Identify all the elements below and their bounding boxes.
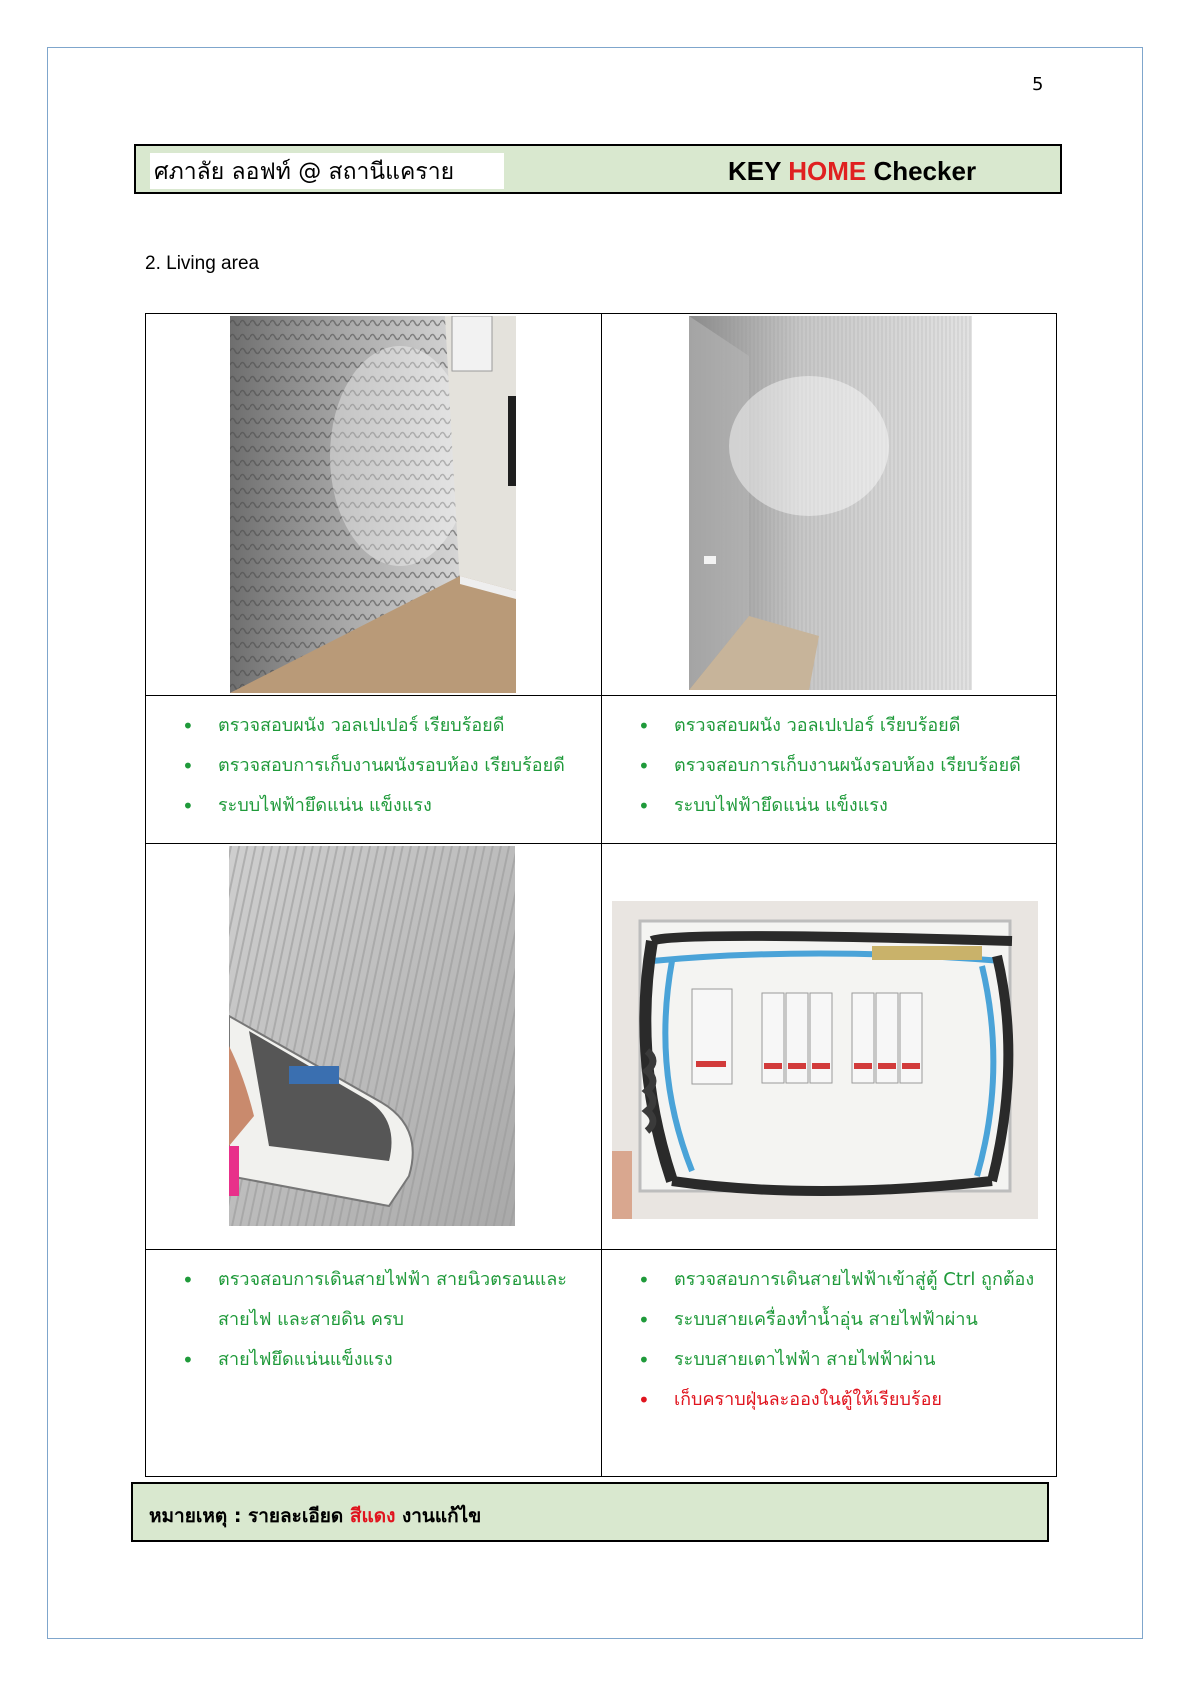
checklist-top-left xyxy=(146,696,602,844)
report-header xyxy=(134,144,1062,194)
check-item: • สายไฟยึดแน่นแข็งแรง xyxy=(182,1340,601,1380)
note-suffix: งานแก้ไข xyxy=(395,1505,482,1527)
note-text xyxy=(149,1501,481,1531)
check-item: • ตรวจสอบการเก็บงานผนังรอบห้อง เรียบร้อยดี xyxy=(182,746,601,786)
brand-home: HOME xyxy=(788,156,867,186)
checklist-top-right xyxy=(602,696,1057,844)
project-name: ศภาลัย ลอฟท์ @ สถานีแคราย xyxy=(150,153,504,189)
check-item: • ตรวจสอบผนัง วอลเปเปอร์ เรียบร้อยดี xyxy=(182,706,601,746)
wallpaper-room-photo-1 xyxy=(230,316,516,693)
check-item: • ระบบไฟฟ้ายึดแน่น แข็งแรง xyxy=(638,786,1056,826)
check-item: • ระบบสายเตาไฟฟ้า สายไฟฟ้าผ่าน xyxy=(638,1340,1056,1380)
check-item: • ตรวจสอบผนัง วอลเปเปอร์ เรียบร้อยดี xyxy=(638,706,1056,746)
page-number: 5 xyxy=(1032,74,1044,95)
photo-cell-wallpaper-2 xyxy=(602,314,1057,696)
section-title: 2. Living area xyxy=(145,253,260,274)
check-item: • ตรวจสอบการเดินสายไฟฟ้า สายนิวตรอนและ สายไฟ และสายดิน ครบ xyxy=(182,1260,601,1340)
brand-title xyxy=(728,154,976,188)
photo-cell-outlet xyxy=(146,844,602,1250)
check-item: • ตรวจสอบการเดินสายไฟฟ้าเข้าสู่ตู้ Ctrl ถูกต้อง xyxy=(638,1260,1056,1300)
inspection-table xyxy=(145,313,1057,1477)
brand-key: KEY xyxy=(728,156,789,186)
photo-cell-wallpaper-1 xyxy=(146,314,602,696)
check-item: • ตรวจสอบการเก็บงานผนังรอบห้อง เรียบร้อยดี xyxy=(638,746,1056,786)
outlet-wiring-photo xyxy=(229,846,515,1226)
note-prefix: หมายเหตุ : รายละเอียด xyxy=(149,1505,350,1527)
wallpaper-room-photo-2 xyxy=(689,316,972,690)
fix-item: • เก็บคราบฝุ่นละอองในตู้ให้เรียบร้อย xyxy=(638,1380,1056,1420)
check-item: • ระบบไฟฟ้ายึดแน่น แข็งแรง xyxy=(182,786,601,826)
checklist-bottom-left xyxy=(146,1250,602,1477)
check-item: • ระบบสายเครื่องทำน้ำอุ่น สายไฟฟ้าผ่าน xyxy=(638,1300,1056,1340)
brand-checker: Checker xyxy=(866,156,977,186)
note-highlight: สีแดง xyxy=(349,1505,396,1527)
note-box xyxy=(131,1482,1049,1542)
breaker-panel-photo xyxy=(612,901,1038,1219)
checklist-bottom-right xyxy=(602,1250,1057,1477)
photo-cell-breaker xyxy=(602,844,1057,1250)
